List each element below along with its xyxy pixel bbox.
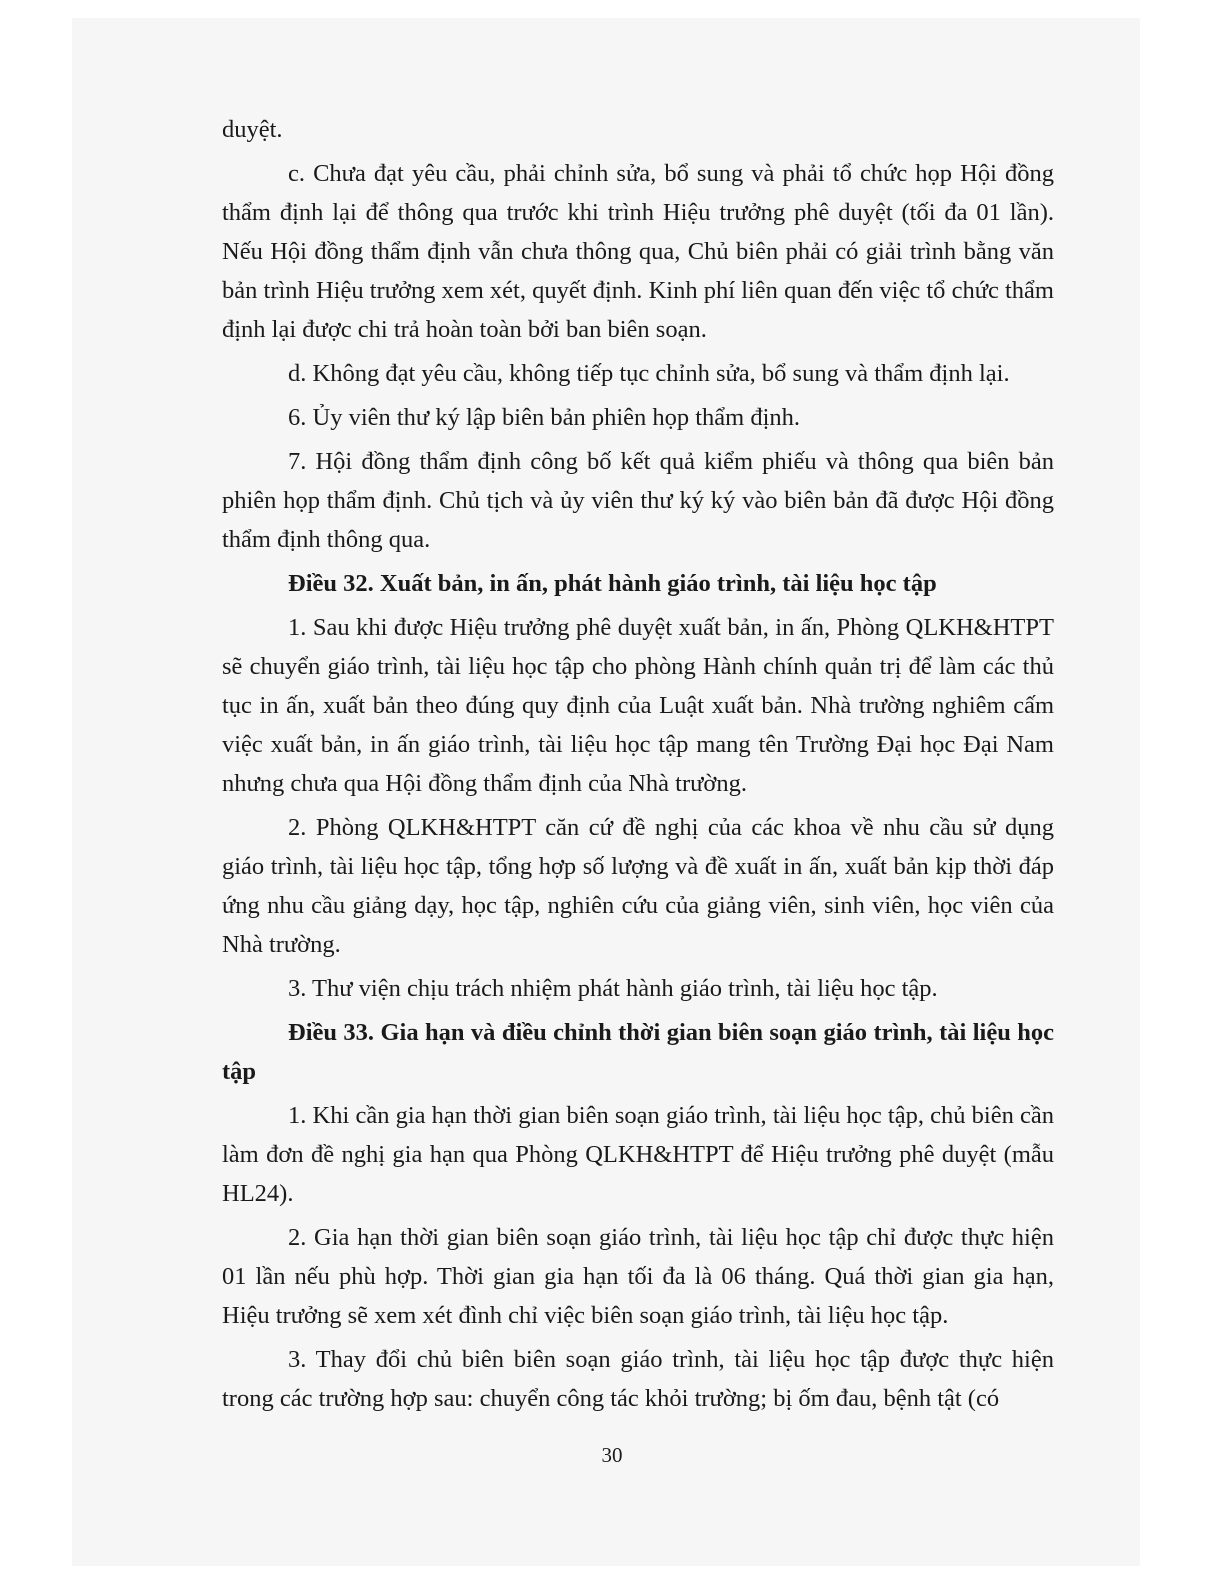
document-body: [222, 110, 1054, 1418]
item-6: 6. Ủy viên thư ký lập biên bản phiên họp thẩm định.: [288, 404, 801, 431]
article-33-heading: Điều 33. Gia hạn và điều chỉnh thời gian biên soạn giáo trình, tài liệu học tập: [222, 1019, 1054, 1085]
clause-c: c. Chưa đạt yêu cầu, phải chỉnh sửa, bổ sung và phải tổ chức họp Hội đồng thẩm định lại để thông qua trước khi trình Hiệu trưởng phê duyệt (tối đa 01 lần). Nếu Hội đồng thẩm định vẫn chưa thông qua, Chủ biên phải có giải trình bằng văn bản trình Hiệu trưởng xem xét, quyết định. Kinh phí liên quan đến việc tổ chức thẩm định lại được chi trả hoàn toàn bởi ban biên soạn.: [222, 160, 1054, 343]
article-33-item-1: 1. Khi cần gia hạn thời gian biên soạn giáo trình, tài liệu học tập, chủ biên cần làm đơn đề nghị gia hạn qua Phòng QLKH&HTPT để Hiệu trưởng phê duyệt (mẫu HL24).: [222, 1102, 1054, 1207]
article-32-item-2: 2. Phòng QLKH&HTPT căn cứ đề nghị của các khoa về nhu cầu sử dụng giáo trình, tài liệu học tập, tổng hợp số lượng và đề xuất in ấn, xuất bản kịp thời đáp ứng nhu cầu giảng dạy, học tập, nghiên cứu của giảng viên, sinh viên, học viên của Nhà trường.: [222, 814, 1054, 958]
item-7: 7. Hội đồng thẩm định công bố kết quả kiểm phiếu và thông qua biên bản phiên họp thẩm định. Chủ tịch và ủy viên thư ký ký vào biên bản đã được Hội đồng thẩm định thông qua.: [222, 448, 1054, 553]
article-32-item-1: 1. Sau khi được Hiệu trưởng phê duyệt xuất bản, in ấn, Phòng QLKH&HTPT sẽ chuyển giáo trình, tài liệu học tập cho phòng Hành chính quản trị để làm các thủ tục in ấn, xuất bản theo đúng quy định của Luật xuất bản. Nhà trường nghiêm cấm việc xuất bản, in ấn giáo trình, tài liệu học tập mang tên Trường Đại học Đại Nam nhưng chưa qua Hội đồng thẩm định của Nhà trường.: [222, 614, 1054, 797]
page-number: 30: [601, 1443, 623, 1467]
article-32-heading: Điều 32. Xuất bản, in ấn, phát hành giáo trình, tài liệu học tập: [288, 570, 937, 597]
article-33-item-2: 2. Gia hạn thời gian biên soạn giáo trình, tài liệu học tập chỉ được thực hiện 01 lần nếu phù hợp. Thời gian gia hạn tối đa là 06 tháng. Quá thời gian gia hạn, Hiệu trưởng sẽ xem xét đình chỉ việc biên soạn giáo trình, tài liệu học tập.: [222, 1224, 1054, 1329]
article-33-item-3: 3. Thay đổi chủ biên biên soạn giáo trình, tài liệu học tập được thực hiện trong các trường hợp sau: chuyển công tác khỏi trường; bị ốm đau, bệnh tật (có: [222, 1346, 1054, 1412]
paragraph-continuation: duyệt.: [222, 116, 283, 143]
article-32-item-3: 3. Thư viện chịu trách nhiệm phát hành giáo trình, tài liệu học tập.: [288, 975, 938, 1002]
clause-d: d. Không đạt yêu cầu, không tiếp tục chỉnh sửa, bổ sung và thẩm định lại.: [288, 360, 1010, 387]
